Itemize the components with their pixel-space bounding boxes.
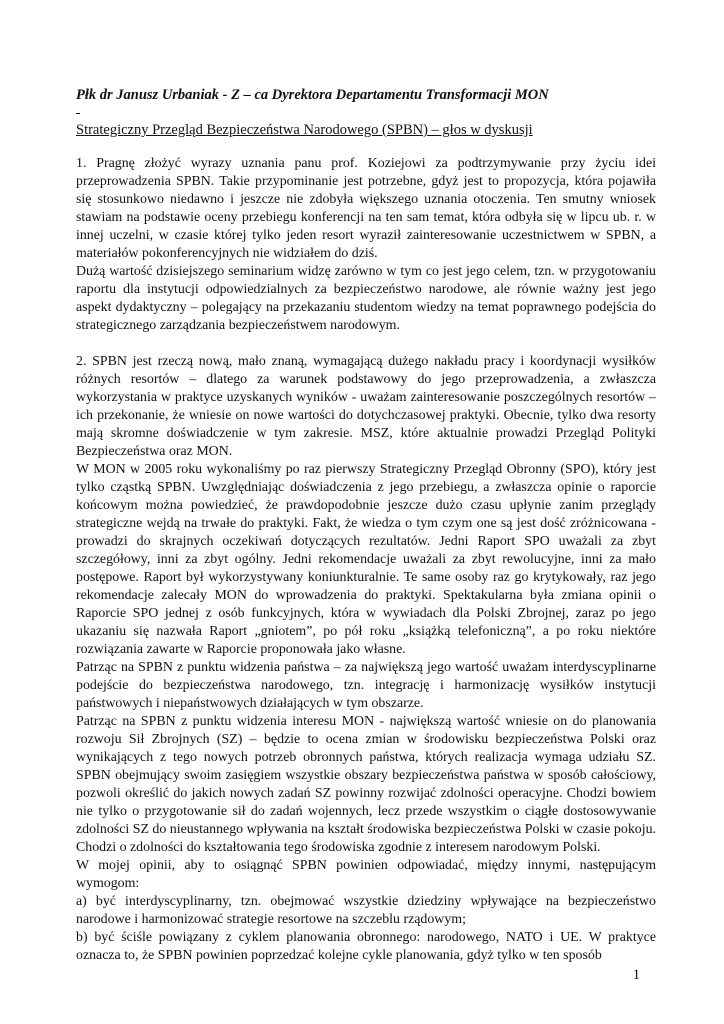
paragraph-4: W MON w 2005 roku wykonaliśmy po raz pierwszy Strategiczny Przegląd Obronny (SPO), który jest tylko cząstką SPBN. Uwzględniając doświadczenia z jego przebiegu, a zwłaszcza opinie o raporcie końcowym można powiedzieć, że prawdopodobnie jeszcze dużo czasu upłynie zanim przeglądy strategiczne wejdą na trwałe do praktyki. Fakt, że wiedza o tym czym one są jest dość zróżnicowana - prowadzi do skrajnych oczekiwań dotyczących rezultatów. Jedni Raport SPO uważali za zbyt szczegółowy, inni za zbyt ogólny. Jedni rekomendacje uważali za zbyt rewolucyjne, inni za mało postępowe. Raport był wykorzystywany koniunkturalnie. Te same osoby raz go krytykowały, raz jego rekomendacje zalecały MON do wprowadzenia do praktyki. Spektakularna była zmiana opinii o Raporcie SPO jednej z osób funkcyjnych, która w wywiadach dla Polski Zbrojnej, zaraz po jego ukazaniu się nazwała Raport „gniotem”, po pół roku „książką telefoniczną”, a po roku niektóre rozwiązania zawarte w Raporcie proponowała jako własne. bbox=[76, 462, 656, 657]
document-subtitle: Strategiczny Przegląd Bezpieczeństwa Narodowego (SPBN) – głos w dyskusji bbox=[76, 122, 533, 138]
paragraph-1: 1. Pragnę złożyć wyrazy uznania panu prof. Koziejowi za podtrzymywanie przy życiu idei przeprowadzenia SPBN. Takie przypominanie jest potrzebne, gdyż jest to propozycja, która pojawiła się stosunkowo niedawno i jeszcze nie zdobyła większego uznania otoczenia. Ten smutny wniosek stawiam na podstawie oceny przebiegu konferencji na ten sam temat, która odbyła się w lipcu ub. r. w innej uczelni, w czasie której tylko jeden resort wyraził zainteresowanie uczestnictwem w SPBN, a materiałów pokonferencyjnych nie widziałem do dziś. bbox=[76, 156, 656, 261]
paragraph-6: Patrząc na SPBN z punktu widzenia interesu MON - największą wartość wniesie on do planowania rozwoju Sił Zbrojnych (SZ) – będzie to ocena zmian w środowisku bezpieczeństwa Polski oraz wynikających z tego nowych potrzeb obronnych państwa, których realizacja wymaga udziału SZ. SPBN obejmujący swoim zasięgiem wszystkie obszary bezpieczeństwa państwa w sposób całościowy, pozwoli określić do jakich nowych zadań SZ powinny rozwijać zdolności operacyjne. Chodzi bowiem nie tylko o przygotowanie sił do zadań wojennych, lecz przede wszystkim o ciągłe dostosowywanie zdolności SZ do nieustannego wpływania na kształt środowiska bezpieczeństwa Polski w czasie pokoju. Chodzi o zdolności do kształtowania tego środowiska zgodnie z interesem narodowym Polski. bbox=[76, 714, 656, 855]
underline-mark bbox=[76, 113, 80, 114]
document-body bbox=[76, 155, 656, 965]
list-item-b: b) być ściśle powiązany z cyklem planowania obronnego: narodowego, NATO i UE. W praktyce oznacza to, że SPBN powinien poprzedzać kolejne cykle planowania, gdyż tylko w ten sposób bbox=[76, 930, 656, 963]
document-title: Płk dr Janusz Urbaniak - Z – ca Dyrektora Departamentu Transformacji MON bbox=[76, 87, 549, 103]
paragraph-5: Patrząc na SPBN z punktu widzenia państwa – za największą jego wartość uważam interdyscyplinarne podejście do bezpieczeństwa narodowego, tzn. integrację i harmonizację wysiłków instytucji państwowych i niepaństwowych działających w tym obszarze. bbox=[76, 660, 656, 711]
page-number: 1 bbox=[632, 967, 640, 983]
paragraph-2: Dużą wartość dzisiejszego seminarium widzę zarówno w tym co jest jego celem, tzn. w przygotowaniu raportu dla instytucji odpowiedzialnych za bezpieczeństwo narodowe, ale równie ważny jest jego aspekt dydaktyczny – polegający na przekazaniu studentom wiedzy na temat poprawnego podejścia do strategicznego zarządzania bezpieczeństwem narodowym. bbox=[76, 264, 656, 333]
paragraph-7: W mojej opinii, aby to osiągnąć SPBN powinien odpowiadać, między innymi, następującym wymogom: bbox=[76, 858, 656, 891]
list-item-a: a) być interdyscyplinarny, tzn. obejmować wszystkie dziedziny wpływające na bezpieczeństwo narodowe i harmonizować strategie resortowe na szczeblu rządowym; bbox=[76, 894, 656, 927]
paragraph-3: 2. SPBN jest rzeczą nową, mało znaną, wymagającą dużego nakładu pracy i koordynacji wysiłków różnych resortów – dlatego za warunek podstawowy do jego przeprowadzenia, a zwłaszcza wykorzystania w praktyce uzyskanych wyników - uważam zainteresowanie poszczególnych resortów – ich przekonanie, że wniesie on nowe wartości do dotychczasowej praktyki. Obecnie, tylko dwa resorty mają skromne doświadczenie w tym zakresie. MSZ, które aktualnie prowadzi Przegląd Polityki Bezpieczeństwa oraz MON. bbox=[76, 354, 656, 459]
